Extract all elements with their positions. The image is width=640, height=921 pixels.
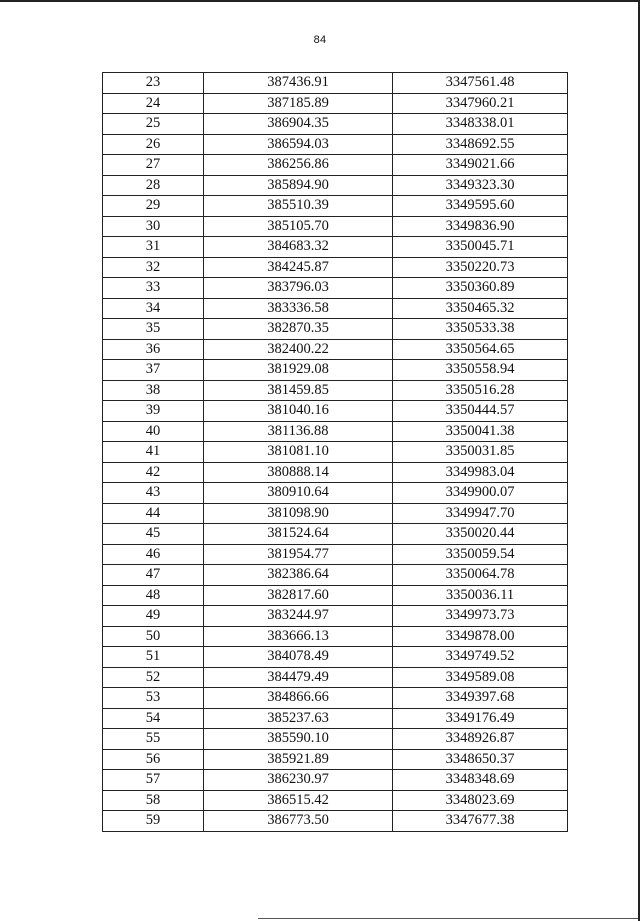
table-row: [103, 134, 568, 155]
table-row: [103, 729, 568, 750]
x-coordinate-cell: 386230.97: [204, 770, 393, 791]
point-number-cell: 31: [103, 237, 204, 258]
x-coordinate-cell: 385921.89: [204, 749, 393, 770]
x-coordinate-cell: 381040.16: [204, 401, 393, 422]
x-coordinate-cell: 382870.35: [204, 319, 393, 340]
point-number-cell: 55: [103, 729, 204, 750]
y-coordinate-cell: 3349021.66: [393, 155, 568, 176]
table-row: [103, 503, 568, 524]
x-coordinate-cell: 381081.10: [204, 442, 393, 463]
table-row: [103, 175, 568, 196]
point-number-cell: 23: [103, 73, 204, 94]
table-row: [103, 770, 568, 791]
x-coordinate-cell: 383796.03: [204, 278, 393, 299]
x-coordinate-cell: 386594.03: [204, 134, 393, 155]
x-coordinate-cell: 385894.90: [204, 175, 393, 196]
table-row: [103, 790, 568, 811]
y-coordinate-cell: 3349589.08: [393, 667, 568, 688]
y-coordinate-cell: 3350041.38: [393, 421, 568, 442]
point-number-cell: 37: [103, 360, 204, 381]
y-coordinate-cell: 3349176.49: [393, 708, 568, 729]
x-coordinate-cell: 384479.49: [204, 667, 393, 688]
table-row: [103, 606, 568, 627]
point-number-cell: 59: [103, 811, 204, 832]
x-coordinate-cell: 386515.42: [204, 790, 393, 811]
y-coordinate-cell: 3349397.68: [393, 688, 568, 709]
table-row: [103, 401, 568, 422]
y-coordinate-cell: 3350059.54: [393, 544, 568, 565]
point-number-cell: 40: [103, 421, 204, 442]
table-row: [103, 462, 568, 483]
page-number: 84: [313, 34, 327, 46]
x-coordinate-cell: 381524.64: [204, 524, 393, 545]
table-row: [103, 524, 568, 545]
y-coordinate-cell: 3350465.32: [393, 298, 568, 319]
x-coordinate-cell: 383336.58: [204, 298, 393, 319]
point-number-cell: 29: [103, 196, 204, 217]
table-row: [103, 483, 568, 504]
coordinates-table-body: [103, 73, 568, 832]
y-coordinate-cell: 3348650.37: [393, 749, 568, 770]
y-coordinate-cell: 3350564.65: [393, 339, 568, 360]
point-number-cell: 41: [103, 442, 204, 463]
y-coordinate-cell: 3350220.73: [393, 257, 568, 278]
x-coordinate-cell: 383666.13: [204, 626, 393, 647]
x-coordinate-cell: 384078.49: [204, 647, 393, 668]
y-coordinate-cell: 3349323.30: [393, 175, 568, 196]
y-coordinate-cell: 3349749.52: [393, 647, 568, 668]
table-row: [103, 544, 568, 565]
y-coordinate-cell: 3349983.04: [393, 462, 568, 483]
table-row: [103, 278, 568, 299]
y-coordinate-cell: 3350020.44: [393, 524, 568, 545]
y-coordinate-cell: 3347960.21: [393, 93, 568, 114]
table-row: [103, 319, 568, 340]
y-coordinate-cell: 3350516.28: [393, 380, 568, 401]
y-coordinate-cell: 3350045.71: [393, 237, 568, 258]
point-number-cell: 28: [103, 175, 204, 196]
point-number-cell: 24: [103, 93, 204, 114]
y-coordinate-cell: 3349836.90: [393, 216, 568, 237]
table-row: [103, 811, 568, 832]
point-number-cell: 35: [103, 319, 204, 340]
table-row: [103, 114, 568, 135]
table-row: [103, 421, 568, 442]
x-coordinate-cell: 385510.39: [204, 196, 393, 217]
y-coordinate-cell: 3347561.48: [393, 73, 568, 94]
table-row: [103, 585, 568, 606]
x-coordinate-cell: 386904.35: [204, 114, 393, 135]
x-coordinate-cell: 383244.97: [204, 606, 393, 627]
x-coordinate-cell: 387185.89: [204, 93, 393, 114]
x-coordinate-cell: 384866.66: [204, 688, 393, 709]
y-coordinate-cell: 3348692.55: [393, 134, 568, 155]
x-coordinate-cell: 385237.63: [204, 708, 393, 729]
y-coordinate-cell: 3348023.69: [393, 790, 568, 811]
point-number-cell: 25: [103, 114, 204, 135]
x-coordinate-cell: 385590.10: [204, 729, 393, 750]
table-row: [103, 565, 568, 586]
table-row: [103, 749, 568, 770]
x-coordinate-cell: 381954.77: [204, 544, 393, 565]
point-number-cell: 56: [103, 749, 204, 770]
table-row: [103, 442, 568, 463]
point-number-cell: 58: [103, 790, 204, 811]
y-coordinate-cell: 3350533.38: [393, 319, 568, 340]
y-coordinate-cell: 3349900.07: [393, 483, 568, 504]
y-coordinate-cell: 3350031.85: [393, 442, 568, 463]
x-coordinate-cell: 385105.70: [204, 216, 393, 237]
y-coordinate-cell: 3350444.57: [393, 401, 568, 422]
point-number-cell: 39: [103, 401, 204, 422]
x-coordinate-cell: 384245.87: [204, 257, 393, 278]
y-coordinate-cell: 3348338.01: [393, 114, 568, 135]
y-coordinate-cell: 3347677.38: [393, 811, 568, 832]
y-coordinate-cell: 3349973.73: [393, 606, 568, 627]
table-row: [103, 708, 568, 729]
x-coordinate-cell: 380910.64: [204, 483, 393, 504]
y-coordinate-cell: 3350360.89: [393, 278, 568, 299]
table-row: [103, 73, 568, 94]
y-coordinate-cell: 3349947.70: [393, 503, 568, 524]
point-number-cell: 32: [103, 257, 204, 278]
x-coordinate-cell: 381098.90: [204, 503, 393, 524]
y-coordinate-cell: 3350064.78: [393, 565, 568, 586]
point-number-cell: 46: [103, 544, 204, 565]
y-coordinate-cell: 3349595.60: [393, 196, 568, 217]
y-coordinate-cell: 3350558.94: [393, 360, 568, 381]
point-number-cell: 49: [103, 606, 204, 627]
y-coordinate-cell: 3348348.69: [393, 770, 568, 791]
point-number-cell: 57: [103, 770, 204, 791]
point-number-cell: 38: [103, 380, 204, 401]
table-row: [103, 257, 568, 278]
page-border-top: [0, 0, 640, 2]
point-number-cell: 48: [103, 585, 204, 606]
x-coordinate-cell: 384683.32: [204, 237, 393, 258]
table-row: [103, 196, 568, 217]
point-number-cell: 42: [103, 462, 204, 483]
table-row: [103, 380, 568, 401]
table-row: [103, 647, 568, 668]
point-number-cell: 51: [103, 647, 204, 668]
point-number-cell: 53: [103, 688, 204, 709]
table-row: [103, 626, 568, 647]
table-row: [103, 339, 568, 360]
x-coordinate-cell: 382817.60: [204, 585, 393, 606]
point-number-cell: 45: [103, 524, 204, 545]
point-number-cell: 26: [103, 134, 204, 155]
point-number-cell: 44: [103, 503, 204, 524]
point-number-cell: 47: [103, 565, 204, 586]
table-row: [103, 667, 568, 688]
table-row: [103, 298, 568, 319]
table-row: [103, 360, 568, 381]
point-number-cell: 52: [103, 667, 204, 688]
x-coordinate-cell: 386256.86: [204, 155, 393, 176]
table-row: [103, 155, 568, 176]
coordinates-table: [102, 72, 568, 832]
y-coordinate-cell: 3350036.11: [393, 585, 568, 606]
table-row: [103, 688, 568, 709]
table-row: [103, 93, 568, 114]
x-coordinate-cell: 381459.85: [204, 380, 393, 401]
table-row: [103, 237, 568, 258]
x-coordinate-cell: 381136.88: [204, 421, 393, 442]
x-coordinate-cell: 382386.64: [204, 565, 393, 586]
x-coordinate-cell: 387436.91: [204, 73, 393, 94]
page-border-bottom: [258, 918, 638, 919]
y-coordinate-cell: 3349878.00: [393, 626, 568, 647]
point-number-cell: 30: [103, 216, 204, 237]
point-number-cell: 54: [103, 708, 204, 729]
point-number-cell: 36: [103, 339, 204, 360]
table-row: [103, 216, 568, 237]
point-number-cell: 34: [103, 298, 204, 319]
point-number-cell: 27: [103, 155, 204, 176]
point-number-cell: 50: [103, 626, 204, 647]
point-number-cell: 43: [103, 483, 204, 504]
y-coordinate-cell: 3348926.87: [393, 729, 568, 750]
x-coordinate-cell: 382400.22: [204, 339, 393, 360]
point-number-cell: 33: [103, 278, 204, 299]
x-coordinate-cell: 386773.50: [204, 811, 393, 832]
x-coordinate-cell: 381929.08: [204, 360, 393, 381]
x-coordinate-cell: 380888.14: [204, 462, 393, 483]
